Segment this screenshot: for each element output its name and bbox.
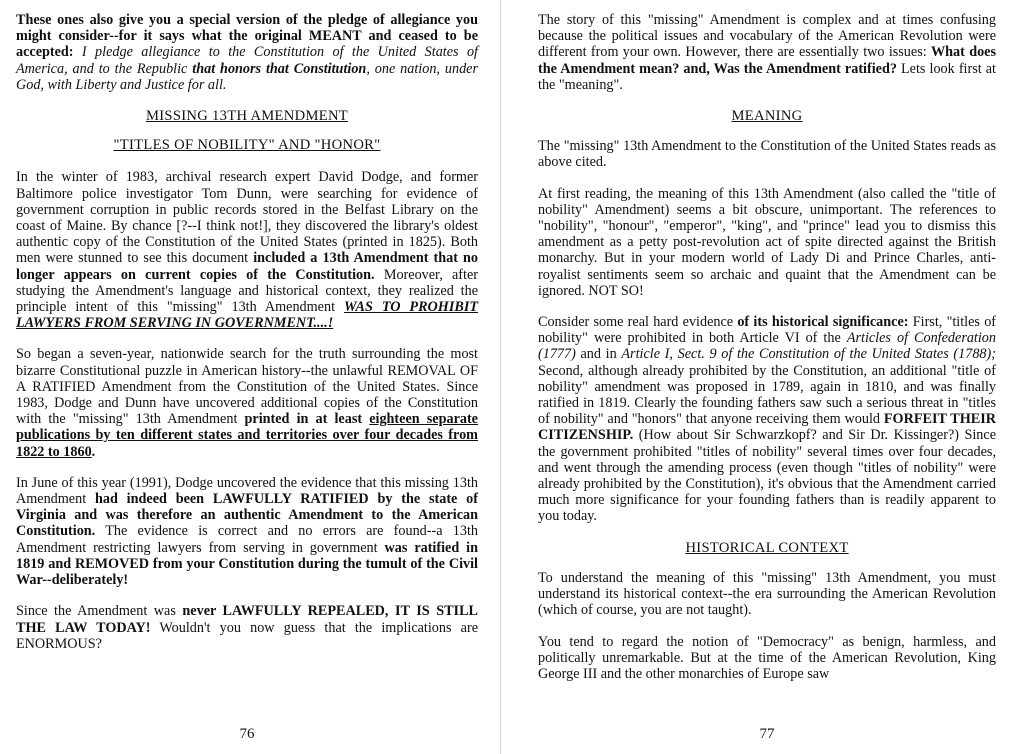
search-paragraph: So began a seven-year, nationwide search for the truth surrounding the most bizarre Constitutional puzzle in American history--the unlawful REMOVAL OF A RATIFIED Amendment from the Constitution of the United States. Since 1983, Dodge and Dunn have uncovered additional copies of the Constitution with the "missing" 13th Amendment printed in at least eighteen separate publications by ten different states and territories over four decades from 1822 to 1860. xyxy=(16,346,478,460)
page-number-left: 76 xyxy=(239,726,255,742)
discovery-paragraph: In the winter of 1983, archival research expert David Dodge, and former Baltimore police investigator Tom Dunn, were searching for evidence of government corruption in public records stored in the Belfast Library on the coast of Maine. By chance [?--I think not!], they discovered the library's oldest authentic copy of the Constitution of the United States (printed in 1825). Both men were stunned to see this document included a 13th Amendment that no longer appears on current copies of the Constitution. Moreover, after studying the Amendment's language and historical context, they realized the principle intent of this "missing" 13th Amendment WAS TO PROHIBIT LAWYERS FROM SERVING IN GOVERNMENT....! xyxy=(16,169,479,332)
ratification-paragraph: In June of this year (1991), Dodge uncovered the evidence that this missing 13th Amendment had indeed been LAWFULLY RATIFIED by the state of Virginia and was therefore an authentic Amendment to the American Constitution. The evidence is correct and no errors are found--a 13th Amendment restricting lawyers from serving in government was ratified in 1819 and REMOVED from your Constitution during the tumult of the Civil War--deliberately! xyxy=(16,474,479,589)
heading-titles-of-nobility: "TITLES OF NOBILITY" AND "HONOR" xyxy=(113,137,381,154)
page-number-right: 77 xyxy=(759,726,775,742)
context-paragraph: To understand the meaning of this "missing" 13th Amendment, you must understand its historical context--the era surrounding the American Revolution (which of course, you are not taught). xyxy=(538,569,996,619)
law-today-paragraph: Since the Amendment was never LAWFULLY REPEALED, IT IS STILL THE LAW TODAY! Wouldn't you now guess that the implications are ENORMOUS? xyxy=(16,603,478,652)
heading-historical-context: HISTORICAL CONTEXT xyxy=(685,539,849,556)
heading-meaning: MEANING xyxy=(731,108,803,125)
heading-missing-13th-amendment: MISSING 13TH AMENDMENT xyxy=(146,108,348,125)
left-page xyxy=(16,0,478,754)
right-page xyxy=(538,0,996,754)
first-reading-paragraph: At first reading, the meaning of this 13th Amendment (also called the "title of nobility" Amendment) seems a bit obscure, unimportant. The references to "nobility", "honour", "emperor", "king", and "prince" lead you to dismiss this amendment as a petty post-revolution act of spite directed against the British monarchy. But in your modern world of Lady Di and Prince Charles, anti-royalist sentiments seem so archaic and quaint that the Amendment can be ignored. NOT SO! xyxy=(538,185,996,299)
evidence-paragraph: Consider some real hard evidence of its historical significance: First, "titles of nobility" were prohibited in both Article VI of the Articles of Confederation (1777) and in Article I, Sect. 9 of the Constitution of the United States (1788); Second, although already prohibited by the Constitution, an additional "title of nobility" amendment was proposed in 1789, again in 1810, and was finally ratified in 1819. Clearly the founding fathers saw such a serious threat in "titles of nobility" and "honors" that anyone receiving them would FORFEIT THEIR CITIZENSHIP. (How about Sir Schwarzkopf? and Sir Dr. Kissinger?) Since the government prohibited "titles of nobility" several times over four decades, and went through the amending process (even though "titles of nobility" were already prohibited by the Constitution), it's obvious that the Amendment carried much more significance for your founding fathers than is readily apparent to you today. xyxy=(538,314,997,525)
democracy-paragraph: You tend to regard the notion of "Democracy" as benign, harmless, and politically unremarkable. But at the time of the American Revolution, King George III and the other monarchies of Europe saw xyxy=(538,633,996,682)
book-gutter xyxy=(500,0,501,754)
intro-paragraph: The story of this "missing" Amendment is complex and at times confusing because the political issues and vocabulary of the American Revolution were different from your own. However, there are essentially two issues: What does the Amendment mean? and, Was the Amendment ratified? Lets look first at the "meaning". xyxy=(538,12,996,93)
reads-as-cited-paragraph: The "missing" 13th Amendment to the Constitution of the United States reads as above cited. xyxy=(538,138,996,171)
pledge-paragraph: These ones also give you a special version of the pledge of allegiance you might consider--for it says what the original MEANT and ceased to be accepted: I pledge allegiance to the Constitution of the United States of America, and to the Republic that honors that Constitution, one nation, under God, with Liberty and Justice for all. xyxy=(16,12,478,93)
